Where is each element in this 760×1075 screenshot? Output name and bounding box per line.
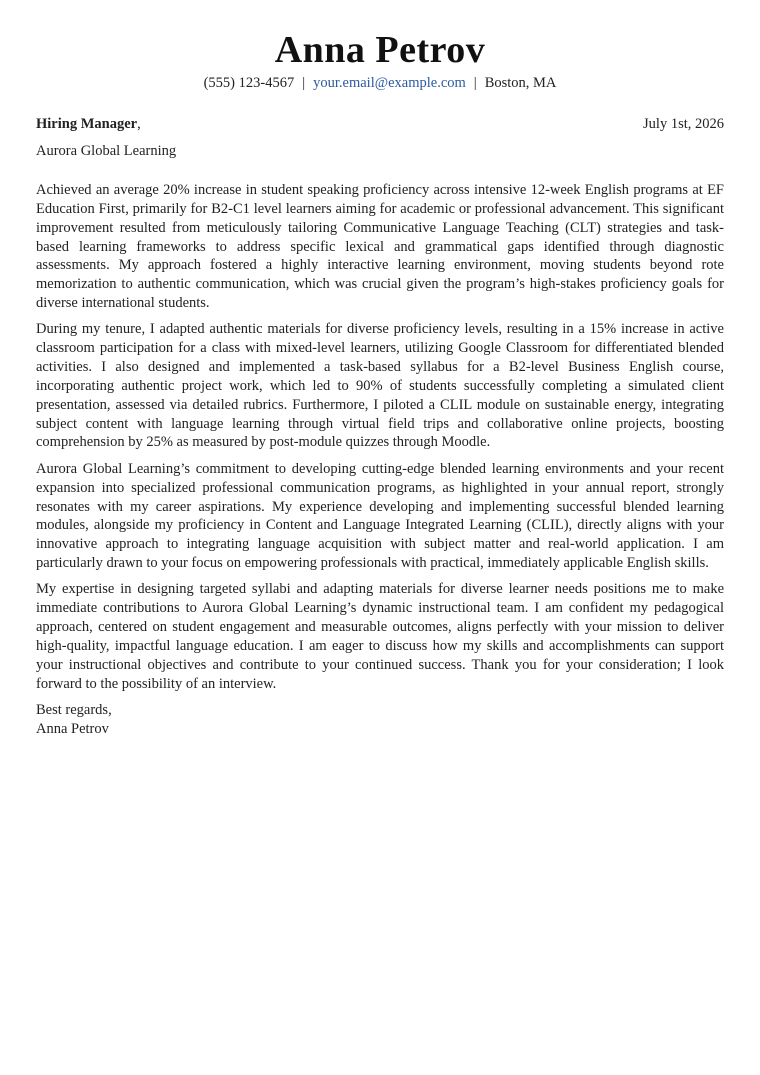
location: Boston, MA (484, 75, 557, 91)
body-paragraph: My expertise in designing targeted syllabi and adapting materials for diverse learner needs positions me to make immediate contributions to Aurora Global Learning’s dynamic instructional team. I am confident my pedagogical approach, centered on student engagement and measurable outcomes, aligns perfectly with your mission to deliver high-quality, impactful language education. I am eager to discuss how my skills and accomplishments can support your instructional objectives and contribute to your continued success. Thank you for your consideration; I look forward to the possibility of an interview. (36, 581, 724, 692)
contact-line (36, 74, 724, 92)
contact-separator: | (473, 75, 477, 91)
contact-separator: | (302, 75, 306, 91)
body-paragraph: Achieved an average 20% increase in student speaking proficiency across intensive 12-week English programs at EF Education First, primarily for B2-C1 level learners aiming for academic or professional advancement. This significant improvement resulted from meticulously tailoring Communicative Language Teaching (CLT) strategies and task-based learning frameworks to address specific lexical and grammatical gaps identified through diagnostic assessments. My approach fostered a highly interactive learning environment, moving students beyond rote memorization to authentic communication, which was crucial given the program’s high-stakes proficiency goals for diverse international students. (36, 182, 724, 312)
body-paragraph: During my tenure, I adapted authentic materials for diverse proficiency levels, resulting in a 15% increase in active classroom participation for a class with mixed-level learners, utilizing Google Classroom for differentiated blended activities. I also designed and implemented a task-based syllabus for a B2-level Business English course, incorporating authentic project work, which led to 90% of students successfully completing a simulated client presentation, assessed via detailed rubrics. Furthermore, I piloted a CLIL module on sustainable energy, integrating subject content with language learning through virtual field trips and collaborative online projects, boosting comprehension by 25% as measured by post-module quizzes through Moodle. (36, 321, 724, 451)
letter-closing (36, 701, 724, 739)
recipient-company: Aurora Global Learning (36, 143, 177, 159)
body-paragraph: Aurora Global Learning’s commitment to developing cutting-edge blended learning environments and your recent expansion into specialized professional communication programs, as highlighted in your annual report, strongly resonates with my career aspirations. My experience developing and implementing successful blended learning modules, alongside my proficiency in Content and Language Integrated Learning (CLIL), directly aligns with your innovative approach to integrating language acquisition with subject matter and real-world application. I am particularly drawn to your focus on empowering professionals with practical, immediately applicable English skills. (36, 460, 724, 572)
author-name: Anna Petrov (274, 29, 486, 71)
email-link[interactable]: your.email@example.com (313, 75, 466, 91)
letter-body (36, 181, 724, 693)
recipient-name: Hiring Manager (36, 116, 138, 132)
closing-salutation: Best regards, (36, 701, 112, 718)
recipient-line (36, 115, 141, 133)
phone-number: (555) 123-4567 (203, 75, 295, 91)
closing-signature: Anna Petrov (36, 720, 109, 737)
recipient-date-row (36, 115, 724, 133)
recipient-name-suffix: , (137, 116, 141, 132)
letter-date: July 1st, 2026 (643, 116, 724, 132)
